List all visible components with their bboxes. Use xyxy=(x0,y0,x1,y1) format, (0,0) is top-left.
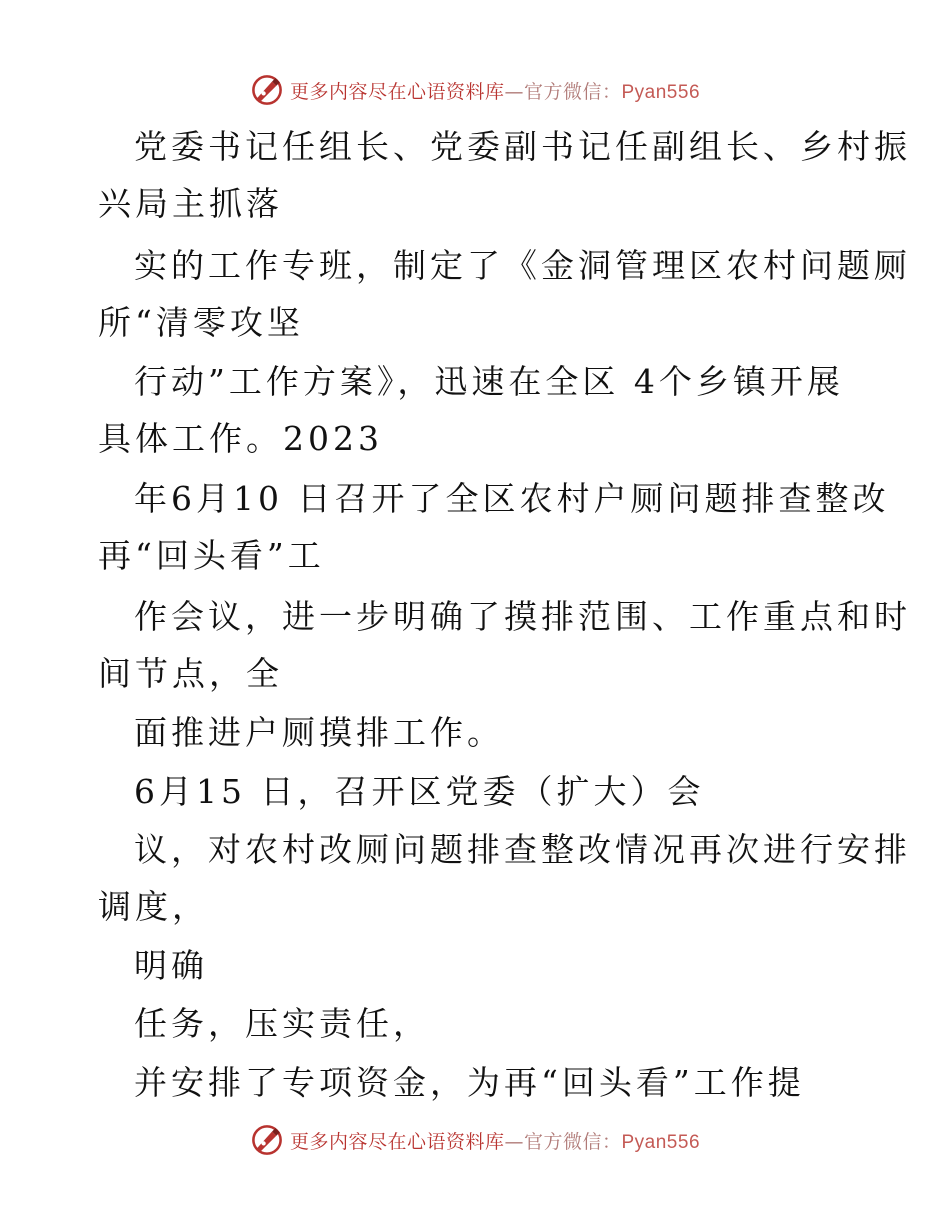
text-line: 所“清零攻坚 xyxy=(98,303,304,342)
text-line: 实的工作专班，制定了《金洞管理区农村问题厕 xyxy=(134,246,911,285)
text-line: 间节点，全 xyxy=(98,654,283,693)
text-line: 议，对农村改厕问题排查整改情况再次进行安排 xyxy=(134,830,911,869)
text-line: 再“回头看”工 xyxy=(98,536,325,575)
text-line: 明确 xyxy=(134,946,208,985)
text-line: 面推进户厕摸排工作。 xyxy=(134,713,504,752)
text-line: 兴局主抓落 xyxy=(98,184,283,223)
banner-main-text: 更多内容尽在心语资料库 xyxy=(289,80,505,103)
banner-main-text: 更多内容尽在心语资料库 xyxy=(289,1130,505,1153)
pen-logo-icon xyxy=(250,1123,284,1157)
text-line: 6月15 日，召开区党委（扩大）会 xyxy=(134,772,705,811)
text-line: 行动”工作方案》，迅速在全区 4个乡镇开展 xyxy=(134,362,844,401)
text-line: 调度， xyxy=(98,887,209,926)
text-line: 年6月10 日召开了全区农村户厕问题排查整改 xyxy=(134,479,890,518)
banner-separator: — xyxy=(504,80,524,103)
text-line: 并安排了专项资金，为再“回头看”工作提 xyxy=(134,1063,805,1102)
footer-watermark-banner xyxy=(0,1120,950,1160)
banner-separator: — xyxy=(504,1130,524,1153)
text-line: 任务，压实责任， xyxy=(134,1004,430,1043)
text-line: 具体工作。2023 xyxy=(98,419,383,458)
text-line: 作会议，进一步明确了摸排范围、工作重点和时 xyxy=(134,597,911,636)
banner-account: Pyan556 xyxy=(621,81,701,103)
banner-official-label: 官方微信： xyxy=(523,80,622,103)
header-watermark-banner xyxy=(0,70,950,110)
banner-account: Pyan556 xyxy=(621,1131,701,1153)
text-line: 党委书记任组长、党委副书记任副组长、乡村振 xyxy=(134,127,911,166)
banner-official-label: 官方微信： xyxy=(523,1130,622,1153)
pen-logo-icon xyxy=(250,73,284,107)
